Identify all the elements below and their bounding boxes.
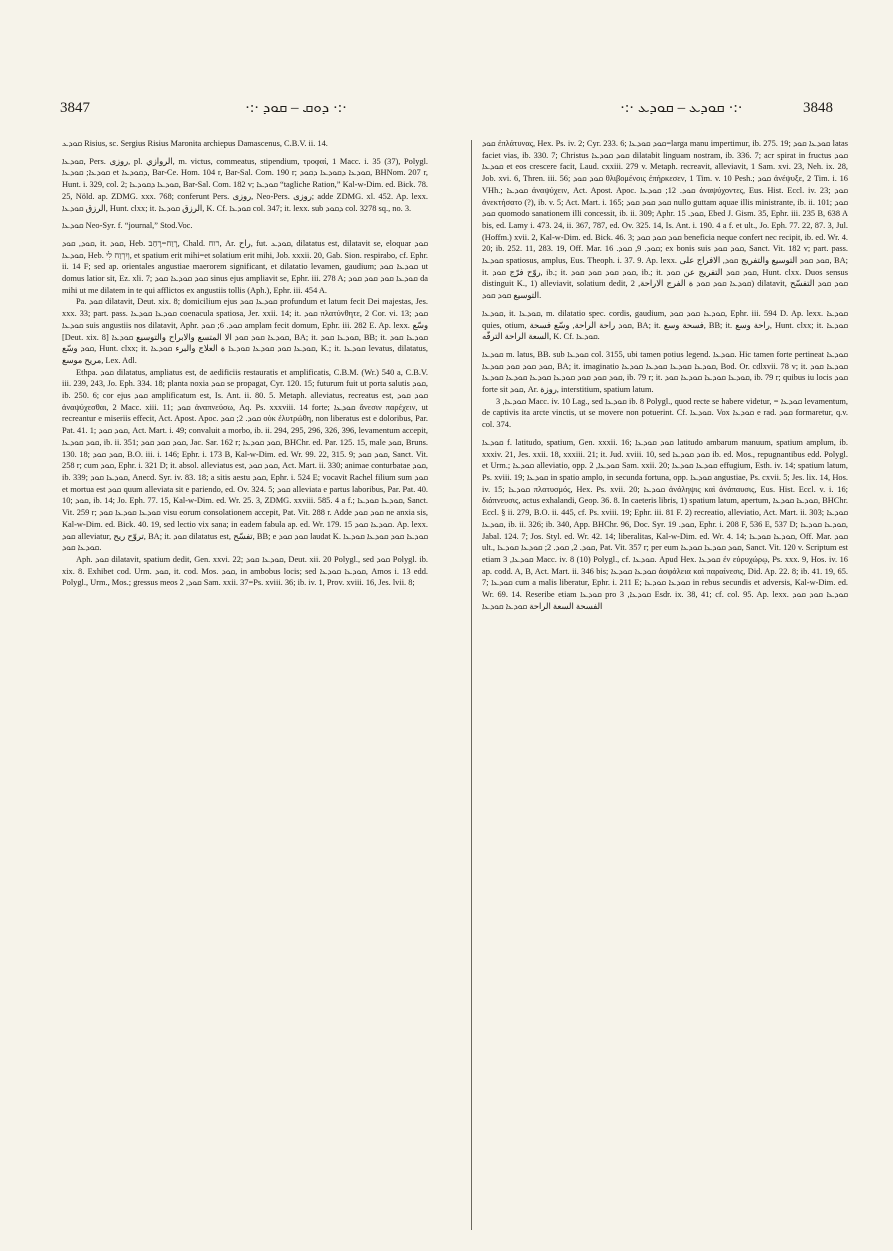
entry-text: ܩܘܕ, ܩܘܕ, it. ܩܘܕ, Heb. רָוַח=רָחַב, Chald. רוח, Ar. راح, fut. ܩܘܕܥ, dilatatus est, dilatavit se, eloquar ܩܘܕ ܩܘܕܥܐ, Heb. וְיִרְוַח לִי, et spatium erit mihi=et solatium erit mihi, Job. xxxii. 20, Gab. Sion. respirabo, cf. Ephr. ii. 14 F; sed ap. orientales angustiae maerorem significant, et dilatatio levamen, gaudium; ܩܘܕܥܐ ܩܘܕ ut domus latior sit, Ez. xli. 7; ܩܘܕ ܩܘܕܥܐ ܩܘܕ sinus ejus ampliavit se, Ephr. iii. 278 A; ܩܘܕܥܐ ܩܘܕ ܩܘܕ ܩܘܕ da mihi ut me dilatem in te qui afflictos ex angustiis tollis (Aph.), Ephr. iii. 454 A. [62, 238, 428, 295]
page-number-left: 3847 [60, 100, 90, 116]
page-number-right: 3848 [803, 100, 833, 116]
entry-subsection: ܩܘܕܥܐ, 3 Macc. iv. 10 Lag., sed ܩܘܕܥܐ ib. 8 Polygl., quod recte se habere videtur, = ܩܘܕܥܐ levamentum, de captivis ita arcte vinctis, ut se movere non potuerint. Cf. ܩܘܕܥܐ. Vox ܩܘܕܥܐ e rad. ܩܘܕ formaretur, q.v. col. 374. [482, 396, 848, 430]
entry-text: ܩܘܕ ἐπλάτυνας, Hex. Ps. iv. 2; Cyr. 233. 6; ܩܘܕ ܩܘܕܥܐ=larga manu impertimur, ib. 275. 19; ܩܘܕܥܐ ܩܘܕ latas faciet vias, ib. 330. 7; Christus ܩܘܕ ܩܘܕܥܐ dilatabit linguam nostram, ib. 336. 7; acr spirat in fructus ܩܘܕ ܩܘܕܥܐ et eos crescere facit, Laud. cxxiii. 279 v. Metaph. recreavit, alleviavit, 1 Sam. xvi. 23, Neh. ix. 28, Job. xvi. 6, Thren. iii. 56; ܩܘܕ ܩܘܕ θλιβομένοις ἐπήρκεσεν, 1 Tim. v. 10 Pesh.; ܩܘܕ ἀνέψυξε, 2 Tim. i. 16 VHh.; ܩܘܕܥܐ ἀναψύχειν, Act. Apost. Apoc. ܩܘܕ. 12; ܩܘܕܥܐ ἀναψύχοντες, Eus. Hist. Eccl. iv. 23; ܩܘܕ ἀνεκτήσατο (?), ib. v. 5; Act. Mart. i. 165; ܩܘܕ ܩܘܕ ܩܘܕ nullo guttam aquae illis ministrante, ib. ii. 101; ܩܘܕ ܩܘܕ quomodo sanationem illi concessit, ib. ii. 309; Aphr. ܩܘܕ. 15, Ebed J. Gism. 35, Ephr. iii. 235 B, 638 A bis, ed. Lamy i. 473. 24, ii. 367, 787, ed. Ov. 325. 14, Is. Ant. i. 190. 4 a f. et ult., Jo. Eph. 77. 22, 87. 3, Jul. (Hoffm.) xvii. 2, Kal-w-Dim. ed. Bick. 46. 3; ܩܘܕ ܩܘܕ ܩܘܕ beneficia neque confert nec recipit, ib. ed. Wr. 4. 20; ib. 252. 11, 283. 19, Off. Mar. ܩܘܕ. 9, ܩܘܕ. 16; ex bonis suis ܩܘܕ ܩܘܕ, Sanct. Vit. 182 v; part. pass. ܩܘܕܥܐ spatiosus, amplus, Eus. Theoph. i. 37. 9. Ap. lexx. ܩܘܕ ܩܘܕ التوسيع والتفريج ܩܘܕ, الافراج على, BA; it. روّح فرّج ܩܘܕ, ib.; it. ܩܘܕ ܩܘܕ ܩܘܕ ܩܘܕ, ib.; it. ܩܘܕ ܩܘܕ التفريج عن ܩܘܕ, Hunt. clxx. Duos sensus distinguit K., 1) alleviavit, solatium dedit, ܩܘܕܥܐ ܩܘܕ ܩܘܕ ة الفرج الاراحة, 2) dilatavit, ܩܘܕ ܩܘܕ التفسّح التوسيع ܩܘܕ ܩܘܕ. [482, 139, 848, 301]
entry-text: ܩܘܕܥܐ m. latus, BB. sub ܩܘܕܥܐ col. 3155, ubi tamen potius legend. ܩܘܕܥܐ. Hic tamen forte pertineat ܩܘܕܥܐ ܩܘܕ ܩܘܕ ܩܘܕ ܩܘܕܥܐ, BA; it. imaginatio ܩܘܕܥܐ ܩܘܕܥܐ ܩܘܕܥܐ ܩܘܕܥܐ, Bod. Or. cdlxvii. 78 v; it. ܩܘܕܥܐ ܩܘܕ ܩܘܕ ܩܘܕ ܩܘܕ ܩܘܕܥܐ ܩܘܕܥܐ ܩܘܕܥܐ ܩܘܕܥܐ, ib. 79 r; it. ܩܘܕܥܐ ܩܘܕܥܐ ܩܘܕܥܐ ܩܘܕ, ib. 79 r; quibus iu locis ܩܘܕ forte sit ܩܘܕ, Ar. روزة, interstitium, spatium latum. [482, 349, 848, 395]
entry-subsection: Ethpa. ܩܘܕ dilatatus, ampliatus est, de aedificiis restauratis et amplificatis, C.B.M. (Wr.) 540 a, C.B.V. iii. 239, 243, Jo. Eph. 334. 18; planta noxia ܩܘܕ se propagat, Cyr. 120. 15; futurum fuit ut porta salutis ܩܘܕ, ib. 250. 6; cor ejus ܩܘܕ amplificatum est, Is. Ant. ii. 80. 5. Metaph. alleviatus, recreatus est, ܩܘܕ ܩܘܕ ἀναψύχεσθαι, 2 Macc. xiii. 11; ܩܘܕ ἀναπνεύσω, Aq. Ps. xxxviii. 14 forte; ܩܘܕܥܐ ἄνεσιν παρέχειν, ut recreantur e miseriis effecit, Act. Apost. Apoc. ܩܘܕ. 2; ܩܘܕ οὐκ ἐλυτρώθη, non liberatus est e doloribus, Par. Pat. 41. 1; ܩܘܕ ܩܘܕ, Act. Mart. i. 49; convaluit a morbo, ib. ii. 294, 295, 296, 326, 396, levamentum accepit, ܩܘܕ ܩܘܕܥܐ, ib. ii. 351; ܩܘܕ ܩܘܕ ܩܘܕ, Jac. Sar. 162 r; ܩܘܕ ܩܘܕܥܐ, BHChr. ed. Par. 125. 15, male ܩܘܕ, Bruns. 130. 18; ܩܘܕ ܩܘܕ, B.O. iii. i. 146; Ephr. i. 173 B, Kal-w-Dim. ed. Wr. 99. 22, 315. 9; ܩܘܕ ܩܘܕ, Sanct. Vit. 258 r; cum ܩܘܕ, Ephr. i. 321 D; it. absol. alleviatus est, ܩܘܕ ܩܘܕ, Act. Mart. ii. 330; animae conturbatae ܩܘܕ, ib. 339; ܩܘܕܥܐ ܩܘܕ, Anecd. Syr. iv. 83. 18; a sitis aestu ܩܘܕ, Ephr. i. 524 E; vocavit Rachel filium sum ܩܘܕ et mortua est ܩܘܕ quum alleviata sit e pariendo, ed. Ov. 324. 5; ܩܘܕ alleviata e partus laboribus, Par. Pat. 40. 10; ܩܘܕ, ib. 14; Jo. Eph. 77. 15, Kal-w-Dim. ed. Wr. 25. 3, ZDMG. xxviii. 585. 4 a f.; ܩܘܕܥܐ ܩܘܕܥܐ, Sanct. Vit. 259 r; ܩܘܕܥܐ ܩܘܕܥܐ ܩܘܕ visu eorum consolationem accepit, Pat. Vit. 288 r. Adde ܩܘܕ ܩܘܕ ne anxia sis, Kal-w-Dim. ed. Bick. 40. 19, sed lectio vix sana; in eadem fabula ap. ed. Wr. 179. 15 ܩܘܕܥܐ ܩܘܕ. Ap. lexx. ܩܘܕ alleviatur, تروّح ريح, BA; it. ܩܘܕ dilatatus est, تفسّح, BB; e ܩܘܕ ܩܘܕ laudat K. ܩܘܕܥܐ ܩܘܕ ܩܘܕܥܐ ܩܘܕܥܐ ܩܘܕܥܐ ܩܘܕ. [62, 367, 428, 553]
dictionary-entry [482, 138, 848, 302]
left-column [62, 138, 428, 1234]
dictionary-entry [482, 308, 848, 343]
dictionary-entry [482, 349, 848, 431]
header-title-left: ·:· ܕܘܩ – ܩܘܕ ·:· [245, 100, 348, 116]
dictionary-entry [62, 220, 428, 232]
dictionary-entry [62, 156, 428, 215]
entry-subsection: Aph. ܩܘܕ dilatavit, spatium dedit, Gen. xxvi. 22; ܩܘܕܥܐ ܩܘܕ, Deut. xii. 20 Polygl., sed ܩܘܕ Polygl. ib. xix. 8. Exhibet cod. Urm. ܩܘܕ, it. cod. Mos. ܩܘܕ, in ambobus locis; sed ܩܘܕܥܐ ܩܘܕܥܐ, Amos i. 13 edd. Polygl., Urm., Mos.; gressus meos ܩܘܕ, 2 Sam. xxii. 37=Ps. xviii. 36; ib. iv. 1, Prov. xviii. 16, Jes. lvii. 8; [62, 554, 428, 588]
column-divider [471, 140, 472, 1230]
entry-text: ܩܘܕܥܐ f. latitudo, spatium, Gen. xxxii. 16; ܩܘܕ ܩܘܕܥܐ latitudo ambarum manuum, spatium amplum, ib. xxxiv. 21, Jes. xxii. 18, xxxiii. 21; it. Jud. xviii. 10, sed ܩܘܕ ܩܘܕܥܐ ib. ed. Mos., repugnantibus edd. Polygl. et Urm.; ܩܘܕܥܐ alleviatio, opp. ܩܘܕܥܐ, 2 Sam. xxii. 20; ܩܘܕܥܐ ܩܘܕܥܐ effugium, Esth. iv. 14; spatium latum, Ps. xviii. 19; ܩܘܕܥܐ in spatio amplo, in secunda fortuna, opp. ܩܘܕܥܐ angustiae, Ps. cxvii. 5; Jes. lix. 14, Hos. iv. 15; ܩܘܕܥܐ πλατυσμός, Hex. Ps. xvii. 20; ܩܘܕܥܐ ἀνάληψις καὶ ἀνάπαυσις, Eus. Hist. Eccl. v. i. 16; διάπνευσις, actus exhalandi, Geop. 36. 8. In caeteris libris, 1) spatium latum, apertum, ܩܘܕܥܐ ܩܘܕܥܐ, BHChr. Eccl. § ii. 279, B.O. ii. 445, cf. Ps. xviii. 19; Ephr. iii. 81 F. 2) recreatio, alleviatio, Act. Mart. ii. 303; ܩܘܕܥܐ ܩܘܕܥܐ, ib. ii. 326; ib. 340, App. BHChr. 96, Doc. Syr. ܩܘܕ. 19, Ephr. i. 208 F, 536 E, 537 D; ܩܘܕܥܐ ܩܘܕܥܐ, Jabal. 124. 7; Jos. Styl. ed. Wr. 42. 14; liberalitas, Kal-w-Dim. ed. Wr. 4. 14; ܩܘܕܥܐ ܩܘܕܥܐ, Off. Mar. ܩܘܕ ult., ܩܘܕ. 2, ܩܘܕ. 2; ܩܘܕܥܐ ܩܘܕܥܐ, Pat. Vit. 357 r; per eum ܩܘܕ ܩܘܕܥܐ ܩܘܕܥܐ, Sanct. Vit. 120 v. Scriptum est etiam ܩܘܕܥܐ, 3 Macc. iv. 8 (10) Polygl., cf. ܩܘܕܥܐ. Apud Hex. ܩܘܕܥܐ ἐν εὐρυχώρῳ, Ps. xxx. 9, Hos. iv. 16 ap. codd. A, B, Act. Mart. ii. 346 bis; ܩܘܕܥܐ ܩܘܕܥܐ ἀσφάλεια καὶ παραίνεσις, Did. Ap. 22. 8; ib. 41. 19, 65. 7; ܩܘܕܥܐ cum a malis liberatur, Ephr. i. 211 E; ܩܘܕܥܐ ܩܘܕܥܐ in rebus secundis et adversis, Kal-w-Dim. ed. Wr. 69. 14. Reseribe etiam ܩܘܕܥܐ pro ܩܘܕܥܐ, 3 Esdr. ix. 38, 41; cf. col. 95. Ap. lexx. ܩܘܕܥܐ ܩܘܕ ܩܘܕ الفسحة السعة الراحة ܩܘܕܥܐ ܩܘܕܥܐ [482, 437, 848, 611]
entry-text: ܩܘܕܥܐ Neo-Syr. f. “journal,” Stod.Voc. [62, 221, 193, 231]
entry-subsection: Pa. ܩܘܕ dilatavit, Deut. xix. 8; domicilium ejus ܩܘܕܥܐ ܩܘܕ profundum et latum fecit Dei majestas, Jes. xxx. 33; part. pass. ܩܘܕܥܐ ܩܘܕܥܐ coenacula spatiosa, Jer. xxii. 14; it. ܩܘܕ πλατύνθητε, 2 Cor. vi. 13; ܩܘܕ ܩܘܕܥܐ suis angustiis nos dilatavit, Aphr. ܩܘܕ. 6; ܩܘܕ amplam fecit domum, Ephr. iii. 282 E. Ap. lexx. وسّع [Deut. xix. 8] ܩܘܕܥܐ ܩܘܕ ܩܘܕ الا المتسع والابراح والتوسيع ܩܘܕܥܐ, BA; it. ܩܘܕܥܐ ܩܘܕ, BB; it. ܩܘܕܥܐ ܩܘܕ ܩܘܕ وسّع, Hunt. clxx; it. ܩܘܕܥܐ ܩܘܕ ܩܘܕܥܐ ܩܘܕܥܐ ة العلاج والبرء ܩܘܕܥܐ, K.; it. ܩܘܕܥܐ levatus, dilatatus, مريح موسع, Lex. Adl. [62, 297, 428, 365]
entry-text: ܩܘܕܥ Risius, sc. Sergius Risius Maronita archiepus Damascenus, C.B.V. ii. 14. [62, 139, 328, 148]
entry-text: ܩܘܕܥܐ, it. ܩܘܕܥܐ, m. dilatatio spec. cordis, gaudium, ܩܘܕܥܐ ܩܘܕ ܩܘܕ, Ephr. iii. 594 D. Ap. lexx. ܩܘܕܥܐ quies, otium, ܩܘܕ راحة الراحة, وسّع فسحة, BA; it. فسحة وسع, BB; it. راحة وسع, Hunt. clxx; it. ܩܘܕܥܐ السعة الراحة الترفّه, K. Cf. ܩܘܕܥܐ. [482, 308, 848, 342]
dictionary-entry [62, 138, 428, 150]
dictionary-entry [62, 238, 428, 589]
header-title-right: ·:· ܩܘܕܥ – ܩܘܕܥ ·:· [620, 100, 743, 116]
entry-text: ܩܘܕܥܐ, Pers. روزی, pl. الروازي, m. victus, commeatus, stipendium, τροφαί, 1 Macc. i. 35 (37), Polygl. ܩܘܕܥܐ; ܩܘܕܥܐ et ܕܩܘܕܥܐ, Bar-Ce. Hom. 104 r, Bar-Sal. Com. 190 r; ܩܘܕܥܐ ܕܩܘܕܥܐ ܕܩܘܕ, BHNom. 207 r, Hunt. i. 329, col. 2; ܩܘܕܥܐ ܕܩܘܕܥܐ, Bar-Sal. Com. 182 v; ܩܘܕܥܐ “tagliche Ration,” Kal-w-Dim. ed. Bick. 78. 25, Nöld. ap. ZDMG. xxx. 768; conferunt Pers. روزی, Neo-Pers. روزی; adde ZDMG. xl. 452. Ap. lexx. الرزق ܩܘܕܥܐ, Hunt. clxx; it. الرزق ܩܘܕܥܐ, K. Cf. ܩܘܕܥܐ col. 347; it. lexx. sub ܕܩܘܕ col. 3278 sq., no. 3. [62, 156, 428, 213]
running-header [60, 96, 833, 122]
right-column [482, 138, 848, 1234]
dictionary-entry [482, 437, 848, 613]
